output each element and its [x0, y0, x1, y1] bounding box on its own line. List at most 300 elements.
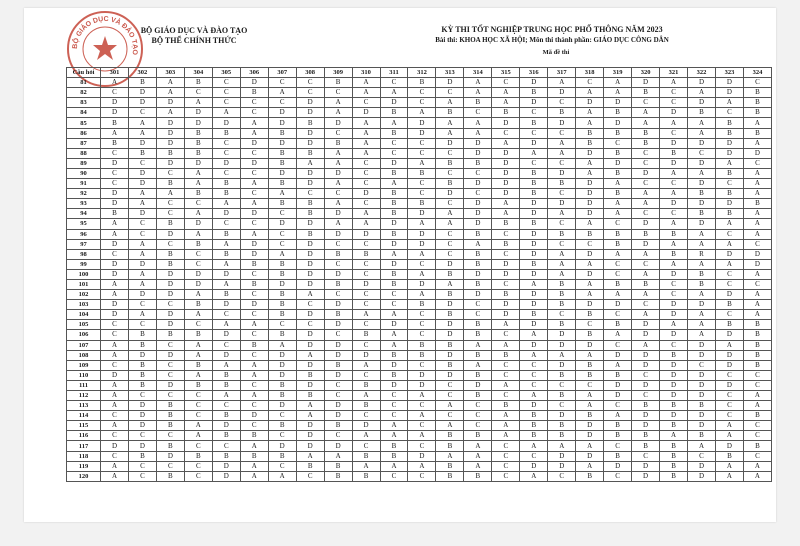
answer-cell: D [632, 471, 660, 481]
table-row [67, 360, 772, 370]
answer-cell: D [240, 158, 268, 168]
answer-cell: C [715, 269, 743, 279]
answer-cell: D [604, 158, 632, 168]
answer-cell: A [548, 259, 576, 269]
answer-cell: C [715, 370, 743, 380]
answer-cell: D [184, 269, 212, 279]
answer-cell: C [352, 300, 380, 310]
answer-cell: C [212, 88, 240, 98]
answer-cell: B [436, 179, 464, 189]
answer-cell: A [184, 340, 212, 350]
answer-cell: C [324, 88, 352, 98]
answer-cell: B [688, 401, 716, 411]
ministry-header [119, 26, 269, 46]
answer-cell: A [128, 249, 156, 259]
answer-cell: D [688, 219, 716, 229]
answer-cell: B [604, 148, 632, 158]
answer-cell: C [688, 148, 716, 158]
answer-cell: A [660, 259, 688, 269]
exam-code-header: 305 [212, 68, 240, 78]
answer-cell: A [156, 108, 184, 118]
answer-cell: B [715, 128, 743, 138]
answer-cell: C [268, 320, 296, 330]
table-row [67, 370, 772, 380]
answer-cell: D [296, 179, 324, 189]
answer-cell: C [128, 108, 156, 118]
answer-cell: A [296, 411, 324, 421]
answer-cell: B [184, 360, 212, 370]
answer-cell: D [436, 138, 464, 148]
answer-cell: D [324, 320, 352, 330]
answer-cell: B [743, 320, 771, 330]
answer-cell: A [380, 310, 408, 320]
answer-cell: A [101, 78, 129, 88]
answer-cell: B [632, 441, 660, 451]
exam-code-header: 302 [128, 68, 156, 78]
answer-cell: D [212, 209, 240, 219]
answer-cell: C [184, 88, 212, 98]
answer-cell: B [743, 330, 771, 340]
answer-cell: C [380, 391, 408, 401]
answer-cell: A [715, 259, 743, 269]
table-row [67, 350, 772, 360]
table-row [67, 199, 772, 209]
answer-cell: A [632, 269, 660, 279]
answer-cell: D [296, 330, 324, 340]
answer-cell: A [688, 441, 716, 451]
answer-cell: D [101, 269, 129, 279]
exam-code-header: 319 [604, 68, 632, 78]
answer-cell: D [296, 138, 324, 148]
answer-cell: A [380, 421, 408, 431]
answer-cell: B [464, 158, 492, 168]
answer-cell: C [408, 421, 436, 431]
answer-cell: A [240, 179, 268, 189]
answer-cell: D [296, 269, 324, 279]
answer-cell: B [715, 168, 743, 178]
table-row [67, 229, 772, 239]
answer-cell: B [380, 350, 408, 360]
answer-cell: B [604, 451, 632, 461]
answer-cell: D [520, 401, 548, 411]
answer-cell: A [408, 219, 436, 229]
answer-cell: D [240, 249, 268, 259]
answer-cell: B [212, 128, 240, 138]
answer-cell: C [548, 98, 576, 108]
answer-cell: B [101, 209, 129, 219]
answer-cell: B [101, 138, 129, 148]
answer-cell: C [408, 179, 436, 189]
answer-cell: C [743, 380, 771, 390]
answer-cell: A [324, 98, 352, 108]
answer-cell: A [576, 401, 604, 411]
answer-cell: A [492, 340, 520, 350]
answer-cell: D [128, 259, 156, 269]
answer-cell: B [743, 128, 771, 138]
answer-cell: D [212, 471, 240, 481]
answer-cell: B [156, 219, 184, 229]
answer-cell: D [604, 380, 632, 390]
answer-cell: D [632, 380, 660, 390]
answer-cell: C [604, 441, 632, 451]
answer-cell: B [408, 300, 436, 310]
answer-cell: A [436, 279, 464, 289]
answer-cell: A [632, 249, 660, 259]
answer-cell: C [324, 431, 352, 441]
answer-cell: D [380, 239, 408, 249]
answer-cell: D [324, 411, 352, 421]
answer-cell: A [548, 441, 576, 451]
answer-cell: C [492, 360, 520, 370]
answer-cell: C [632, 209, 660, 219]
answer-cell: B [240, 279, 268, 289]
answer-cell: C [436, 199, 464, 209]
answer-cell: C [268, 78, 296, 88]
answer-cell: C [156, 370, 184, 380]
answer-cell: A [520, 350, 548, 360]
answer-cell: D [296, 421, 324, 431]
answer-cell: C [688, 451, 716, 461]
answer-cell: C [212, 98, 240, 108]
answer-cell: A [101, 421, 129, 431]
answer-cell: B [520, 168, 548, 178]
answer-cell: D [715, 441, 743, 451]
answer-cell: B [576, 471, 604, 481]
answer-cell: D [408, 380, 436, 390]
answer-cell: D [156, 320, 184, 330]
answer-cell: C [184, 249, 212, 259]
answer-cell: B [743, 360, 771, 370]
answer-cell: C [296, 88, 324, 98]
answer-cell: D [520, 239, 548, 249]
answer-cell: D [632, 330, 660, 340]
answer-cell: A [212, 360, 240, 370]
answer-cell: A [128, 310, 156, 320]
answer-cell: D [268, 118, 296, 128]
answer-cell: C [520, 158, 548, 168]
answer-cell: B [212, 411, 240, 421]
answer-cell: B [324, 249, 352, 259]
answer-cell: D [296, 360, 324, 370]
answer-cell: C [268, 239, 296, 249]
answer-cell: D [156, 128, 184, 138]
answer-cell: A [184, 98, 212, 108]
answer-cell: C [576, 380, 604, 390]
answer-cell: B [268, 148, 296, 158]
answer-cell: C [128, 158, 156, 168]
answer-cell: C [715, 108, 743, 118]
answer-cell: D [660, 108, 688, 118]
answer-cell: D [715, 88, 743, 98]
answer-cell: B [520, 259, 548, 269]
answer-cell: C [492, 330, 520, 340]
answer-cell: D [380, 320, 408, 330]
answer-cell: B [212, 229, 240, 239]
answer-cell: D [240, 138, 268, 148]
answer-cell: C [632, 370, 660, 380]
answer-cell: A [520, 391, 548, 401]
answer-cell: B [548, 320, 576, 330]
answer-cell: A [660, 78, 688, 88]
answer-cell: D [660, 380, 688, 390]
answer-cell: B [268, 199, 296, 209]
answer-cell: C [156, 300, 184, 310]
answer-cell: A [548, 78, 576, 88]
answer-cell: D [436, 259, 464, 269]
question-number: 88 [67, 148, 101, 158]
answer-cell: D [380, 259, 408, 269]
answer-cell: A [184, 179, 212, 189]
answer-cell: C [156, 199, 184, 209]
answer-cell: A [660, 189, 688, 199]
answer-cell: C [156, 461, 184, 471]
answer-sheet [24, 8, 776, 522]
answer-cell: B [660, 148, 688, 158]
answer-cell: D [548, 411, 576, 421]
answer-cell: C [604, 471, 632, 481]
answer-cell: A [156, 78, 184, 88]
answer-cell: A [380, 118, 408, 128]
answer-cell: B [156, 259, 184, 269]
answer-cell: C [240, 219, 268, 229]
answer-cell: B [548, 279, 576, 289]
answer-cell: B [688, 108, 716, 118]
answer-cell: D [101, 239, 129, 249]
answer-cell: D [101, 189, 129, 199]
answer-cell: A [128, 239, 156, 249]
answer-cell: D [632, 350, 660, 360]
question-number: 107 [67, 340, 101, 350]
question-number: 117 [67, 441, 101, 451]
answer-cell: C [240, 108, 268, 118]
answer-cell: D [492, 189, 520, 199]
answer-cell: C [632, 259, 660, 269]
answer-cell: D [436, 330, 464, 340]
answer-cell: B [436, 441, 464, 451]
answer-cell: A [212, 199, 240, 209]
answer-cell: A [576, 158, 604, 168]
answer-cell: B [604, 108, 632, 118]
answer-cell: D [128, 350, 156, 360]
answer-cell: A [268, 340, 296, 350]
answer-cell: D [604, 118, 632, 128]
answer-cell: A [296, 350, 324, 360]
answer-cell: A [184, 229, 212, 239]
answer-cell: C [576, 320, 604, 330]
answer-cell: C [743, 370, 771, 380]
answer-cell: A [743, 189, 771, 199]
answer-cell: D [268, 138, 296, 148]
answer-cell: A [576, 88, 604, 98]
table-row [67, 249, 772, 259]
answer-cell: A [352, 209, 380, 219]
answer-cell: B [688, 269, 716, 279]
answer-cell: C [212, 148, 240, 158]
answer-cell: B [156, 411, 184, 421]
answer-cell: B [436, 340, 464, 350]
answer-cell: C [464, 300, 492, 310]
answer-cell: B [324, 461, 352, 471]
answer-cell: C [128, 300, 156, 310]
answer-cell: A [743, 138, 771, 148]
answer-cell: A [240, 118, 268, 128]
answer-cell: D [128, 88, 156, 98]
answer-cell: B [128, 340, 156, 350]
answer-cell: A [632, 290, 660, 300]
answer-cell: C [212, 441, 240, 451]
answer-cell: C [240, 350, 268, 360]
answer-cell: A [352, 431, 380, 441]
answer-cell: B [268, 269, 296, 279]
question-number: 115 [67, 421, 101, 431]
answer-cell: C [576, 239, 604, 249]
answer-cell: C [324, 239, 352, 249]
table-row [67, 158, 772, 168]
answer-cell: C [436, 168, 464, 178]
answer-cell: D [352, 189, 380, 199]
answer-cell: C [184, 199, 212, 209]
answer-cell: B [464, 249, 492, 259]
answer-cell: B [576, 411, 604, 421]
answer-cell: B [520, 189, 548, 199]
answer-cell: D [296, 279, 324, 289]
answer-cell: B [352, 249, 380, 259]
answer-cell: A [743, 290, 771, 300]
question-number: 103 [67, 300, 101, 310]
answer-cell: C [268, 411, 296, 421]
question-number: 113 [67, 401, 101, 411]
question-number: 110 [67, 370, 101, 380]
answer-cell: A [576, 279, 604, 289]
answer-cell: B [324, 78, 352, 88]
question-number: 93 [67, 199, 101, 209]
question-number: 118 [67, 451, 101, 461]
answer-cell: C [408, 189, 436, 199]
exam-code-header: 320 [632, 68, 660, 78]
answer-cell: C [436, 88, 464, 98]
answer-cell: D [268, 168, 296, 178]
answer-cell: A [408, 158, 436, 168]
question-number: 89 [67, 158, 101, 168]
answer-cell: D [156, 98, 184, 108]
answer-cell: D [464, 290, 492, 300]
answer-cell: A [408, 108, 436, 118]
answer-cell: C [184, 401, 212, 411]
answer-cell: C [324, 189, 352, 199]
answer-cell: A [520, 279, 548, 289]
answer-cell: A [268, 471, 296, 481]
answer-cell: D [128, 98, 156, 108]
answer-cell: A [436, 421, 464, 431]
answer-cell: C [436, 380, 464, 390]
answer-cell: D [156, 118, 184, 128]
answer-cell: A [464, 451, 492, 461]
answer-cell: C [632, 158, 660, 168]
answer-cell: C [296, 78, 324, 88]
answer-cell: C [743, 431, 771, 441]
answer-cell: C [660, 88, 688, 98]
answer-cell: C [492, 441, 520, 451]
exam-code-header: 314 [464, 68, 492, 78]
answer-cell: B [408, 78, 436, 88]
exam-code-header: 308 [296, 68, 324, 78]
exam-code-header: 306 [240, 68, 268, 78]
answer-cell: C [492, 229, 520, 239]
answer-cell: A [688, 128, 716, 138]
answer-cell: A [688, 88, 716, 98]
answer-cell: B [156, 148, 184, 158]
answer-cell: D [352, 421, 380, 431]
answer-cell: A [743, 461, 771, 471]
answer-cell: C [324, 380, 352, 390]
answer-cell: D [101, 310, 129, 320]
answer-cell: A [380, 249, 408, 259]
answer-cell: B [380, 209, 408, 219]
answer-cell: C [520, 380, 548, 390]
answer-cell: D [520, 78, 548, 88]
answer-cell: D [408, 118, 436, 128]
answer-cell: D [240, 209, 268, 219]
answer-cell: C [408, 441, 436, 451]
answer-cell: B [380, 279, 408, 289]
answer-cell: B [352, 330, 380, 340]
answer-cell: C [352, 168, 380, 178]
answer-cell: C [212, 138, 240, 148]
answer-cell: B [632, 401, 660, 411]
question-number: 114 [67, 411, 101, 421]
answer-cell: A [212, 239, 240, 249]
answer-cell: A [408, 249, 436, 259]
answer-cell: C [352, 158, 380, 168]
answer-cell: A [324, 219, 352, 229]
answer-cell: A [240, 320, 268, 330]
answer-cell: A [688, 320, 716, 330]
answer-cell: B [128, 330, 156, 340]
answer-cell: A [743, 179, 771, 189]
table-row [67, 461, 772, 471]
answer-cell: C [212, 168, 240, 178]
answer-cell: D [156, 380, 184, 390]
answer-cell: B [436, 360, 464, 370]
answer-cell: D [492, 158, 520, 168]
answer-cell: D [520, 98, 548, 108]
answer-cell: D [464, 269, 492, 279]
answer-cell: C [156, 168, 184, 178]
answer-cell: D [632, 360, 660, 370]
answer-cell: C [184, 259, 212, 269]
question-number: 94 [67, 209, 101, 219]
document-status: BỘ THỂ CHÍNH THỨC [151, 36, 237, 45]
answer-cell: D [296, 259, 324, 269]
answer-cell: D [520, 269, 548, 279]
answer-cell: D [688, 138, 716, 148]
answer-cell: D [184, 108, 212, 118]
exam-code-header: 322 [688, 68, 716, 78]
answer-cell: A [464, 461, 492, 471]
answer-cell: B [632, 431, 660, 441]
table-row [67, 340, 772, 350]
answer-cell: D [212, 330, 240, 340]
answer-cell: C [604, 310, 632, 320]
answer-cell: B [492, 239, 520, 249]
answer-cell: D [324, 441, 352, 451]
answer-cell: D [660, 391, 688, 401]
answer-cell: B [184, 451, 212, 461]
answer-cell: B [604, 128, 632, 138]
table-row [67, 421, 772, 431]
answer-cell: A [101, 350, 129, 360]
question-number: 105 [67, 320, 101, 330]
